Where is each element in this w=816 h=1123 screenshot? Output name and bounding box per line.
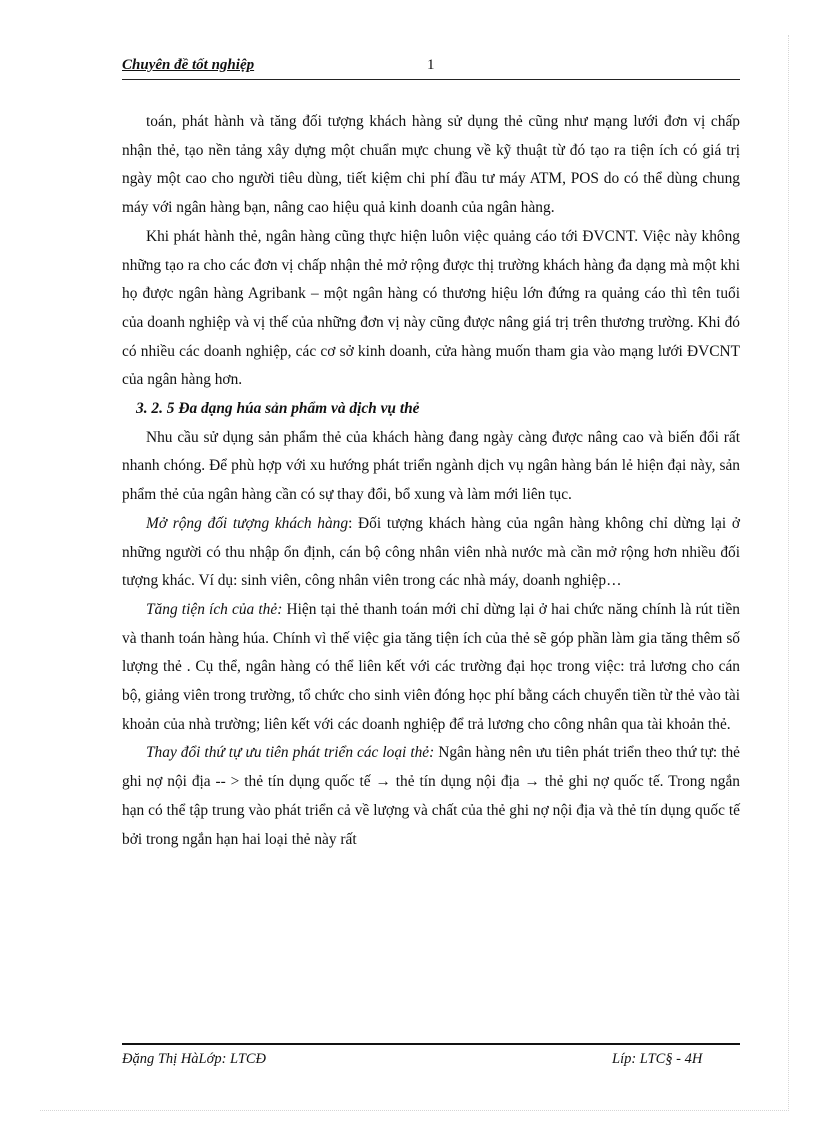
paragraph xyxy=(122,596,740,740)
paragraph-lead: Mở rộng đối tượng khách hàng xyxy=(146,514,349,532)
document-title: Chuyên đề tốt nghiệp xyxy=(122,57,255,73)
paragraph: Nhu cầu sử dụng sản phẩm thẻ của khách hàng đang ngày càng được nâng cao và biến đổi rất nhanh chóng. Để phù hợp với xu hướng phát triển ngành dịch vụ ngân hàng bán lẻ hiện đại này, sản phẩm thẻ của ngân hàng cần có sự thay đổi, bổ xung và làm mới liên tục. xyxy=(122,428,740,504)
paragraph-text: Ngân hàng nên ưu tiên phát triển theo thứ tự: thẻ ghi nợ nội địa -- > thẻ tín dụng quốc tế → thẻ tín dụng nội địa → thẻ ghi nợ quốc tế. Trong ngắn hạn có thể tập trung vào phát triển cả về lượng và chất của thẻ ghi nợ nội địa và thẻ tín dụng quốc tế bởi trong ngắn hạn hai loại thẻ này rất xyxy=(122,744,741,848)
page-header xyxy=(122,57,740,80)
paragraph-text: Hiện tại thẻ thanh toán mới chỉ dừng lại ở hai chức năng chính là rút tiền và thanh toán hàng húa. Chính vì thế việc gia tăng tiện ích của thẻ sẽ góp phần làm gia tăng thêm số lượng thẻ . Cụ thể, ngân hàng có thể liên kết với các trường đại học trong việc: trả lương cho cán bộ, giảng viên trong trường, tổ chức cho sinh viên đóng học phí bằng cách chuyển tiền từ thẻ vào tài khoản của nhà trường; liên kết với các doanh nghiệp để trả lương cho công nhân qua tài khoản thẻ. xyxy=(122,600,740,733)
section-heading: 3. 2. 5 Đa dạng húa sản phẩm và dịch vụ thẻ xyxy=(136,400,420,418)
page-number: 1 xyxy=(427,57,435,73)
paragraph: toán, phát hành và tăng đối tượng khách hàng sử dụng thẻ cũng như mạng lưới đơn vị chấp nhận thẻ, tạo nền tảng xây dựng một chuẩn mực chung về kỹ thuật từ đó tạo ra tiện ích có giá trị ngày một cao cho người tiêu dùng, tiết kiệm chi phí đầu tư máy ATM, POS do có thể dùng chung máy với ngân hàng bạn, nâng cao hiệu quả kinh doanh của ngân hàng. xyxy=(122,113,740,217)
footer-class: Líp: LTC§ - 4H xyxy=(612,1051,703,1067)
paragraph: Khi phát hành thẻ, ngân hàng cũng thực hiện luôn việc quảng cáo tới ĐVCNT. Việc này không những tạo ra cho các đơn vị chấp nhận thẻ mở rộng được thị trường khách hàng đa dạng mà một khi họ được ngân hàng Agribank – một ngân hàng có thương hiệu lớn đứng ra quảng cáo thì tên tuổi của doanh nghiệp và vị thế của những đơn vị này cũng được nâng giá trị trên thương trường. Khi đó có nhiều các doanh nghiệp, các cơ sở kinh doanh, cửa hàng muốn tham gia vào mạng lưới ĐVCNT của ngân hàng hơn. xyxy=(122,227,740,389)
paragraph-lead: Thay đổi thứ tự ưu tiên phát triển các loại thẻ: xyxy=(146,744,435,762)
page-footer xyxy=(122,1043,740,1067)
paragraph xyxy=(122,739,740,854)
paragraph-text: : Đối tượng khách hàng của ngân hàng không chỉ dừng lại ở những người có thu nhập ổn định, cán bộ công nhân viên nhà nước mà cần mở rộng hơn nhiều đối tượng khác. Ví dụ: sinh viên, công nhân viên trong các nhà máy, doanh nghiệp… xyxy=(122,514,740,590)
document-body xyxy=(122,108,740,854)
paragraph xyxy=(122,510,740,596)
footer-author: Đặng Thị HàLớp: LTCĐ xyxy=(122,1051,267,1067)
paragraph-lead: Tăng tiện ích của thẻ: xyxy=(146,600,283,618)
